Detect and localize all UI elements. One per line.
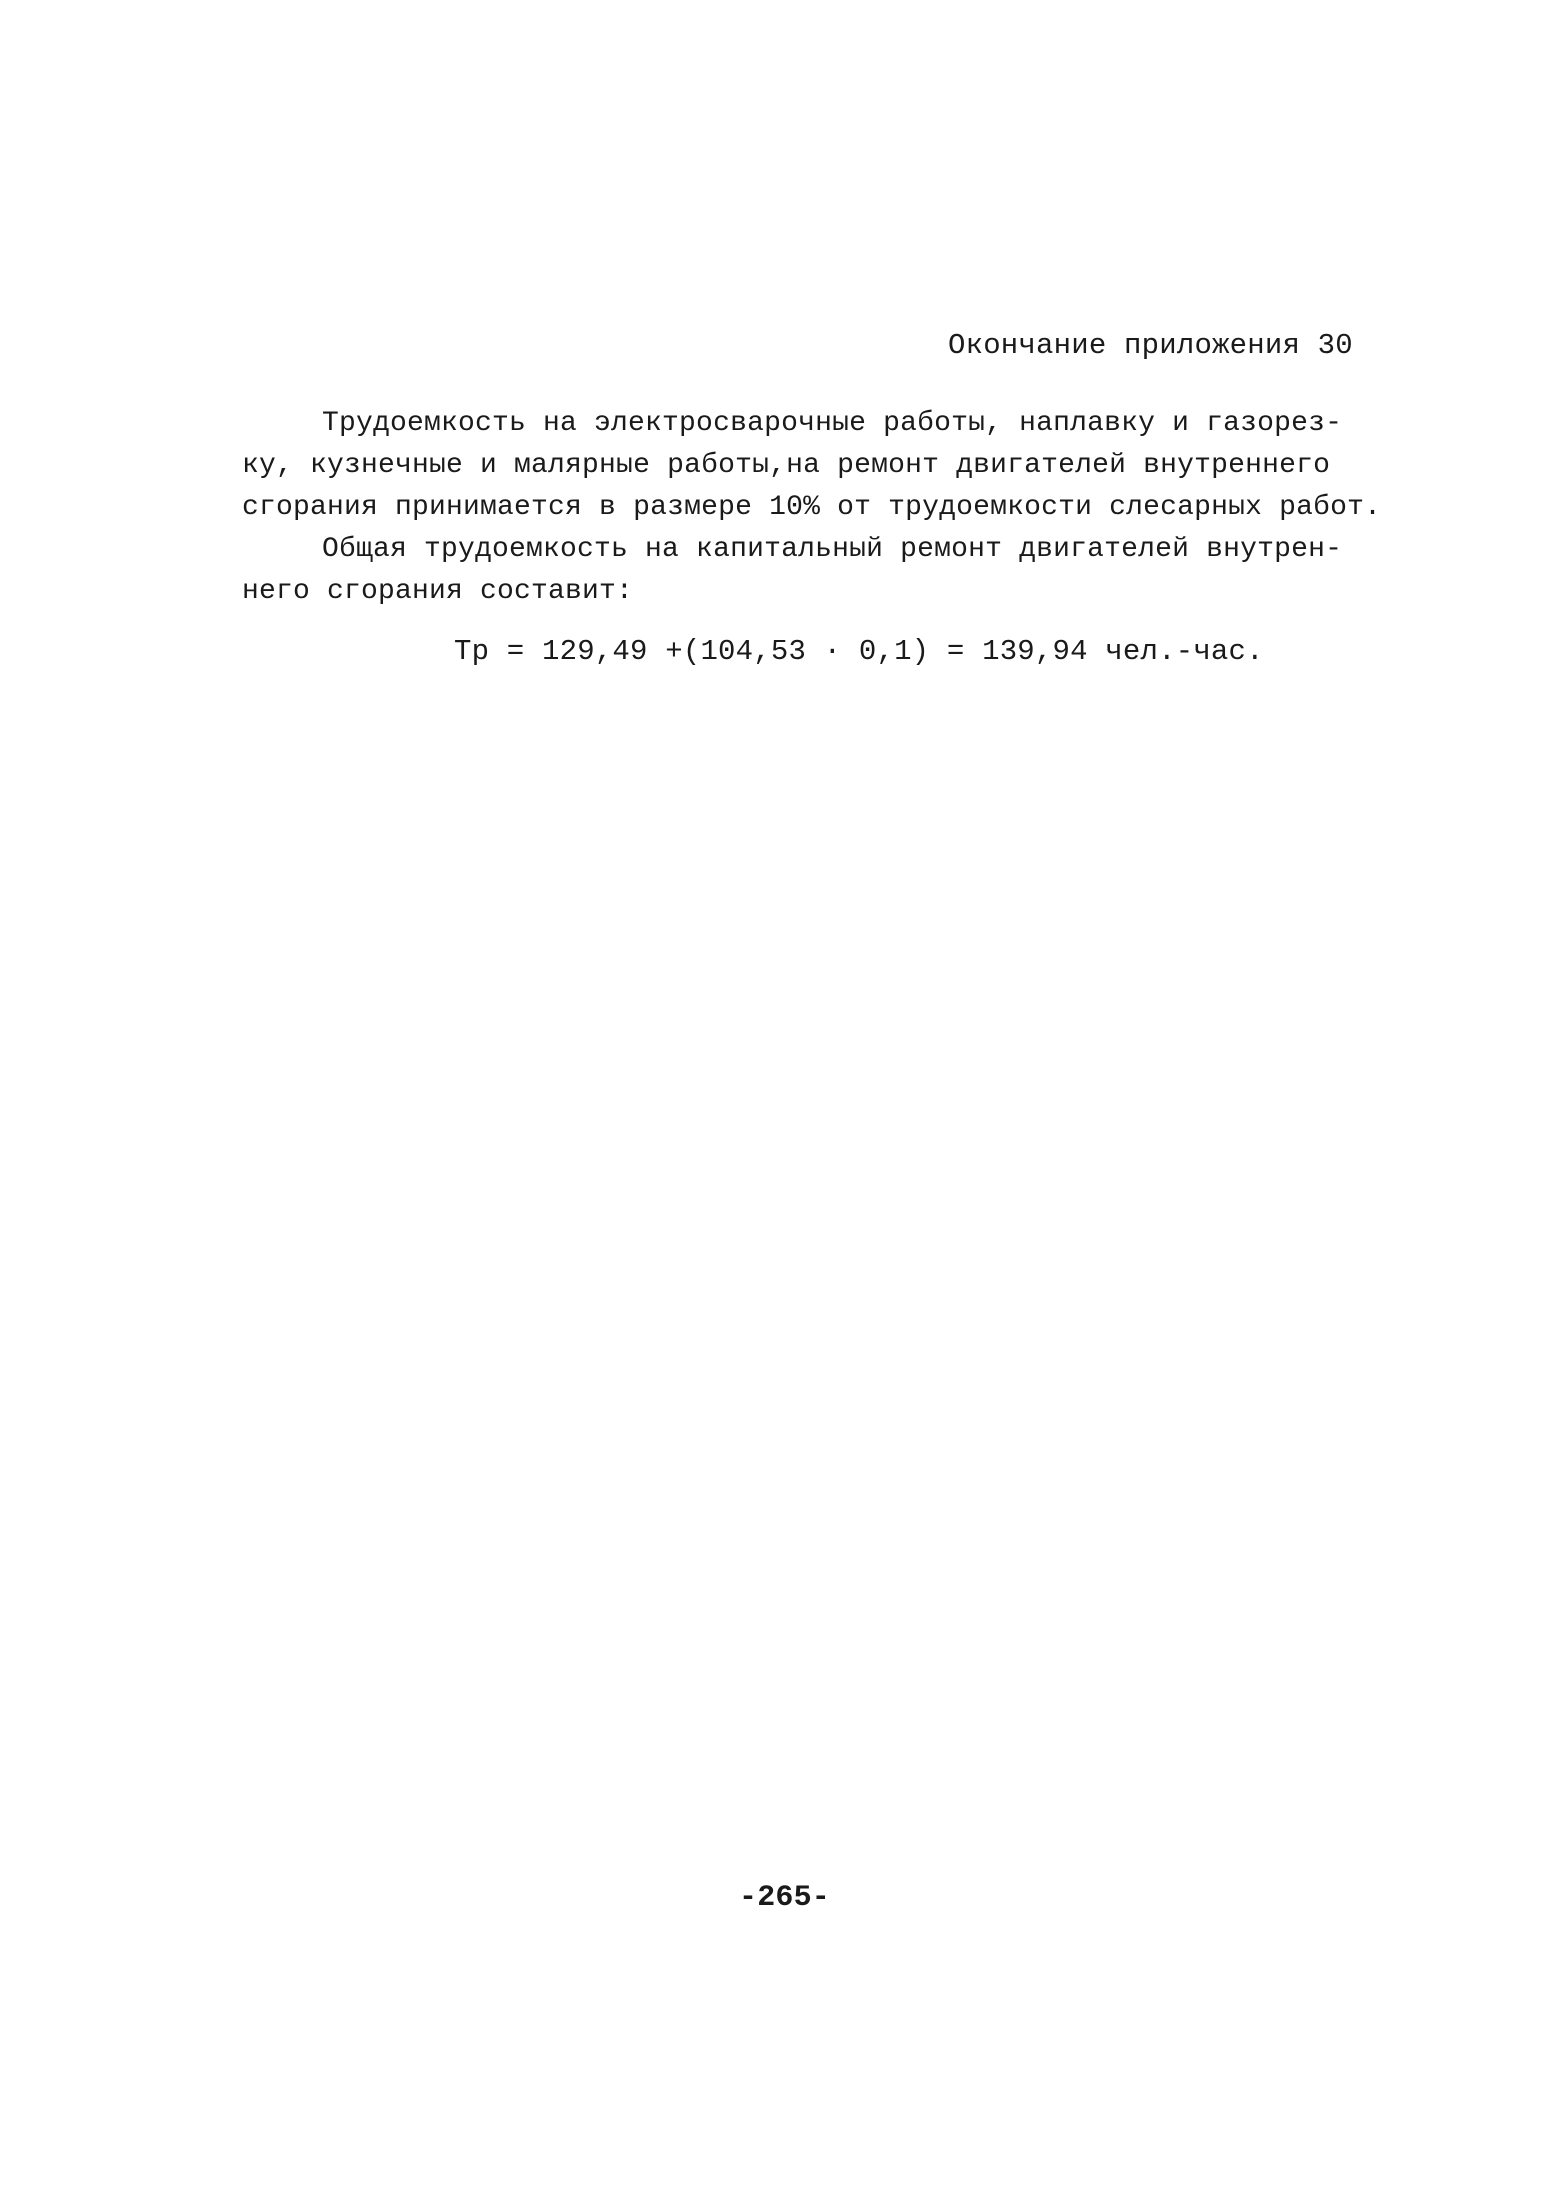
paragraph-line: него сгорания составит: — [242, 576, 634, 607]
paragraph-line: Общая трудоемкость на капитальный ремонт двигателей внутрен- — [322, 534, 1343, 565]
appendix-heading: Окончание приложения 30 — [948, 329, 1353, 362]
paragraph-line: ку, кузнечные и малярные работы,на ремонт двигателей внутреннего — [242, 450, 1331, 481]
labor-formula: Тр = 129,49 +(104,53 · 0,1) = 139,94 чел.-час. — [454, 635, 1264, 668]
paragraph-line: сгорания принимается в размере 10% от трудоемкости слесарных работ. — [242, 492, 1382, 523]
page-number: -265- — [739, 1881, 831, 1915]
paragraph-line: Трудоемкость на электросварочные работы, наплавку и газорез- — [322, 408, 1343, 439]
